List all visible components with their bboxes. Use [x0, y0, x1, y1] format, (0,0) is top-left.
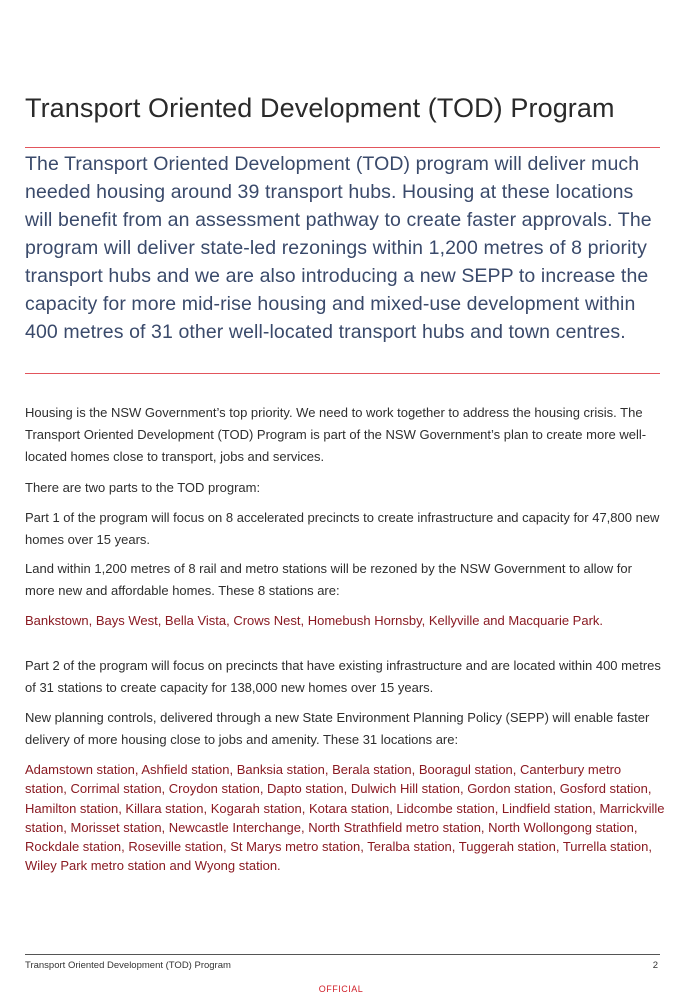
footer-divider [25, 954, 660, 955]
part2-stations-list: Adamstown station, Ashfield station, Banksia station, Berala station, Booragul station, Canterbury metro station, Corrimal station, Croydon station, Dapto station, Dulwich Hill station, Gordon station, Gosford station, Hamilton station, Killara station, Kogarah station, Kotara station, Lidcombe station, Lindfield station, Marrickville station, Morisset station, Newcastle Interchange, North Strathfield metro station, North Wollongong station, Rockdale station, Roseville station, St Marys metro station, Teralba station, Tuggerah station, Turrella station, Wiley Park metro station and Wyong station. [25, 762, 665, 874]
security-classification: OFFICIAL [318, 984, 364, 994]
lead-top-divider [25, 147, 660, 148]
sepp-paragraph: New planning controls, delivered through a new State Environment Planning Policy (SEPP) will enable faster delivery of more housing close to jobs and amenity. These 31 locations are: [25, 710, 650, 747]
lead-paragraph: The Transport Oriented Development (TOD) program will deliver much needed housing around 39 transport hubs. Housing at these locations will benefit from an assessment pathway to create faster approvals. The program will deliver state-led rezonings within 1,200 metres of 8 priority transport hubs and we are also introducing a new SEPP to increase the capacity for more mid-rise housing and mixed-use development within 400 metres of 31 other well-located transport hubs and town centres. [25, 153, 652, 343]
footer-document-name: Transport Oriented Development (TOD) Program [25, 960, 231, 971]
page-title: Transport Oriented Development (TOD) Program [25, 93, 615, 123]
two-parts-paragraph: There are two parts to the TOD program: [25, 480, 261, 495]
footer-page-number: 2 [652, 960, 658, 971]
part1-stations-list: Bankstown, Bays West, Bella Vista, Crows Nest, Homebush Hornsby, Kellyville and Macquarie Park. [25, 613, 604, 628]
rezoning-paragraph: Land within 1,200 metres of 8 rail and metro stations will be rezoned by the NSW Government to allow for more new and affordable homes. These 8 stations are: [25, 561, 632, 598]
part2-paragraph: Part 2 of the program will focus on precincts that have existing infrastructure and are located within 400 metres of 31 stations to create capacity for 138,000 new homes over 15 years. [25, 658, 661, 695]
lead-bottom-divider [25, 373, 660, 374]
part1-paragraph: Part 1 of the program will focus on 8 accelerated precincts to create infrastructure and capacity for 47,800 new homes over 15 years. [25, 510, 660, 547]
intro-paragraph: Housing is the NSW Government’s top priority. We need to work together to address the housing crisis. The Transport Oriented Development (TOD) Program is part of the NSW Government’s plan to create more well-located homes close to transport, jobs and services. [25, 405, 647, 464]
